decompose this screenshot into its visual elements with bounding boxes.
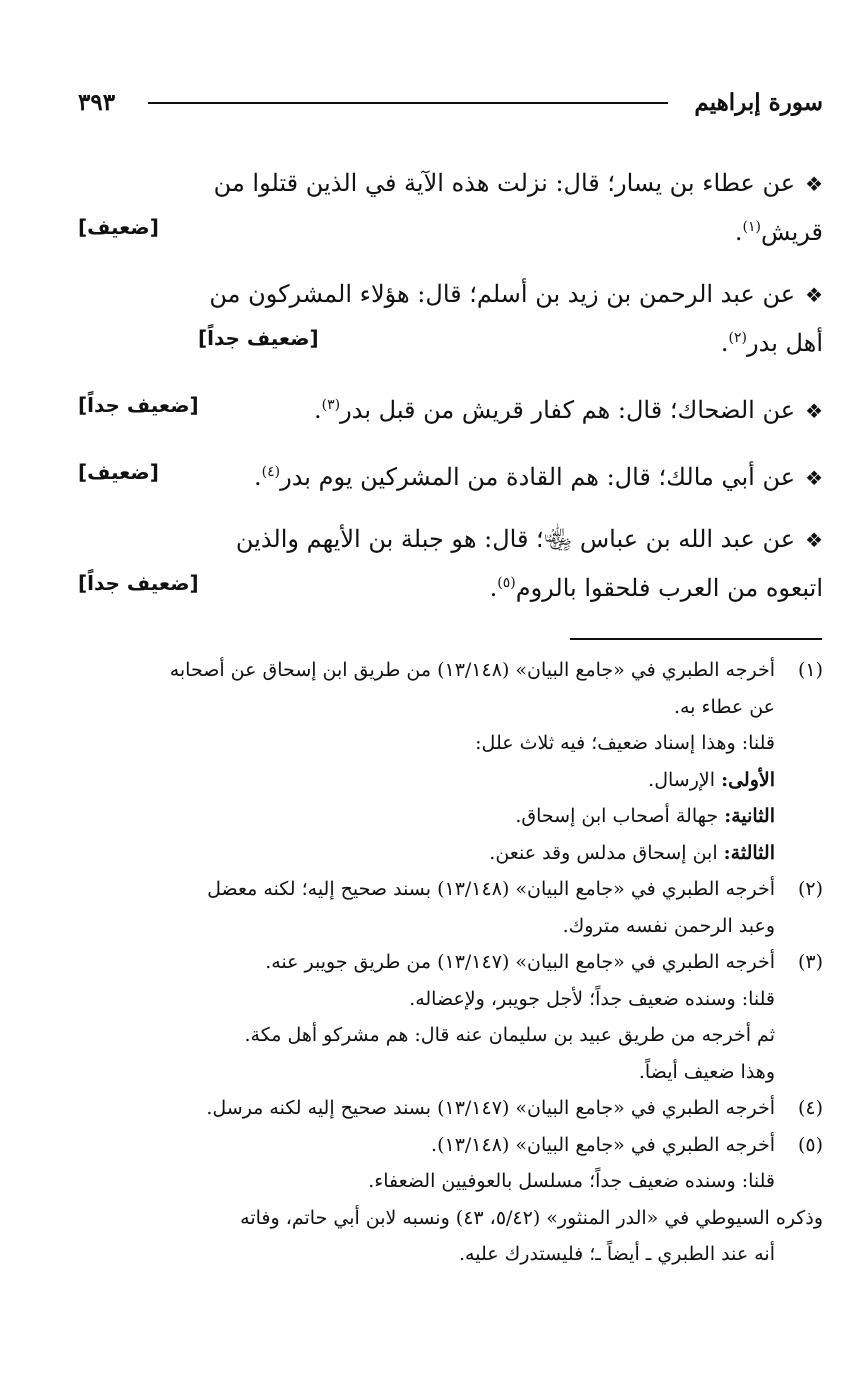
narration-text: عن الضحاك؛ قال: هم كفار قريش من قبل بدر: [340, 396, 796, 424]
footnotes: [78, 652, 823, 1273]
footnote-number: (١): [797, 659, 823, 681]
footnote-line: قلنا: وهذا إسناد ضعيف؛ فيه ثلاث علل:: [475, 732, 775, 754]
diamond-bullet-icon: ❖: [805, 466, 823, 490]
footnote-number: (٢): [797, 878, 823, 900]
footnote-ref: (٥): [497, 575, 516, 591]
footnote-ref: (٢): [728, 330, 747, 346]
narration-2: ❖عن عبد الرحمن بن زيد بن أسلم؛ قال: هؤلاء المشركون من أهل بدر$^{(٢)}$. [ضعيف جداً]: [78, 272, 823, 360]
grade-badge: [ضعيف]: [78, 215, 159, 239]
diamond-bullet-icon: ❖: [805, 528, 823, 552]
footnote-line: وذكره السيوطي في «الدر المنثور» (٥/٤٢، ٤٣) ونسبه لابن أبي حاتم، وفاته: [240, 1206, 823, 1229]
reason-label: الثالثة:: [723, 841, 775, 864]
grade-badge: [ضعيف جداً]: [78, 393, 199, 417]
footnote-line: ثم أخرجه من طريق عبيد بن سليمان عنه قال: هم مشركو أهل مكة.: [244, 1024, 775, 1046]
footnote-line: الثانية: جهالة أصحاب ابن إسحاق.: [515, 805, 775, 827]
reason-label: الأولى:: [721, 768, 775, 791]
diamond-bullet-icon: ❖: [805, 172, 823, 196]
narration-text: أهل بدر: [747, 329, 823, 357]
reason-label: الثانية:: [724, 805, 775, 827]
footnote-line: (٢)أخرجه الطبري في «جامع البيان» (١٣/١٤٨) بسند صحيح إليه؛ لكنه معضل: [78, 871, 823, 908]
footnote-ref: (٤): [261, 464, 281, 480]
footnote-number: (٥): [797, 1133, 823, 1156]
narration-text: عن عطاء بن يسار؛ قال: نزلت هذه الآية في الذين قتلوا من: [213, 169, 796, 197]
grade-badge: [ضعيف جداً]: [78, 571, 199, 595]
footnote-line: (٣)أخرجه الطبري في «جامع البيان» (١٣/١٤٧) من طريق جويبر عنه.: [78, 944, 823, 981]
narration-text: عن عبد الله بن عباس ﵄؛ قال: هو جبلة بن الأيهم والذين: [235, 525, 796, 553]
footnote-line: الثالثة: ابن إسحاق مدلس وقد عنعن.: [489, 841, 775, 864]
footnote-line: قلنا: وسنده ضعيف جداً؛ مسلسل بالعوفيين الضعفاء.: [368, 1170, 775, 1192]
footnote-line: قلنا: وسنده ضعيف جداً؛ لأجل جويبر، ولإعضاله.: [409, 987, 775, 1010]
footnote-line: (٤)أخرجه الطبري في «جامع البيان» (١٣/١٤٧) بسند صحيح إليه لكنه مرسل.: [78, 1090, 823, 1127]
narration-text: قريش: [761, 218, 823, 246]
narration-4: ❖عن أبي مالك؛ قال: هم القادة من المشركين يوم بدر$^{(٤)}$. [ضعيف]: [78, 450, 823, 494]
footnote-separator: [570, 638, 822, 640]
narration-text: عن أبي مالك؛ قال: هم القادة من المشركين يوم بدر: [280, 463, 796, 491]
footnote-line: أنه عند الطبري ـ أيضاً ـ؛ فليستدرك عليه.: [458, 1243, 775, 1265]
header-rule: [148, 102, 668, 104]
footnote-number: (٤): [797, 1097, 823, 1119]
footnote-ref: (١): [742, 219, 761, 235]
footnote-number: (٣): [797, 951, 823, 973]
narration-text: عن عبد الرحمن بن زيد بن أسلم؛ قال: هؤلاء المشركون من: [209, 280, 796, 308]
footnote-line: وهذا ضعيف أيضاً.: [638, 1060, 775, 1083]
grade-badge: [ضعيف جداً]: [198, 326, 319, 350]
page-number: ٣٩٣: [78, 89, 116, 116]
diamond-bullet-icon: ❖: [805, 283, 823, 307]
narration-1: ❖عن عطاء بن يسار؛ قال: نزلت هذه الآية في الذين قتلوا من قريش$^{(١)}$. [ضعيف]: [78, 161, 823, 249]
footnote-ref: (٣): [321, 397, 341, 413]
narration-text: اتبعوه من العرب فلحقوا بالروم: [515, 574, 823, 602]
narration-5: ❖عن عبد الله بن عباس ﵄؛ قال: هو جبلة بن الأيهم والذين اتبعوه من العرب فلحقوا بالروم$^{(٥)}$. [ضعيف جداً]: [78, 517, 823, 605]
footnote-line: (٥)أخرجه الطبري في «جامع البيان» (١٣/١٤٨).: [78, 1127, 823, 1164]
narration-3: ❖عن الضحاك؛ قال: هم كفار قريش من قبل بدر$^{(٣)}$. [ضعيف جداً]: [78, 383, 823, 427]
footnote-line: (١)أخرجه الطبري في «جامع البيان» (١٣/١٤٨) من طريق ابن إسحاق عن أصحابه: [78, 652, 823, 689]
footnote-line: عن عطاء به.: [673, 695, 775, 718]
grade-badge: [ضعيف]: [78, 460, 159, 484]
surah-title: سورة إبراهيم: [694, 89, 823, 116]
footnote-line: الأولى: الإرسال.: [648, 768, 775, 791]
page-header: [78, 88, 823, 118]
diamond-bullet-icon: ❖: [805, 399, 823, 423]
footnote-line: وعبد الرحمن نفسه متروك.: [562, 914, 775, 937]
